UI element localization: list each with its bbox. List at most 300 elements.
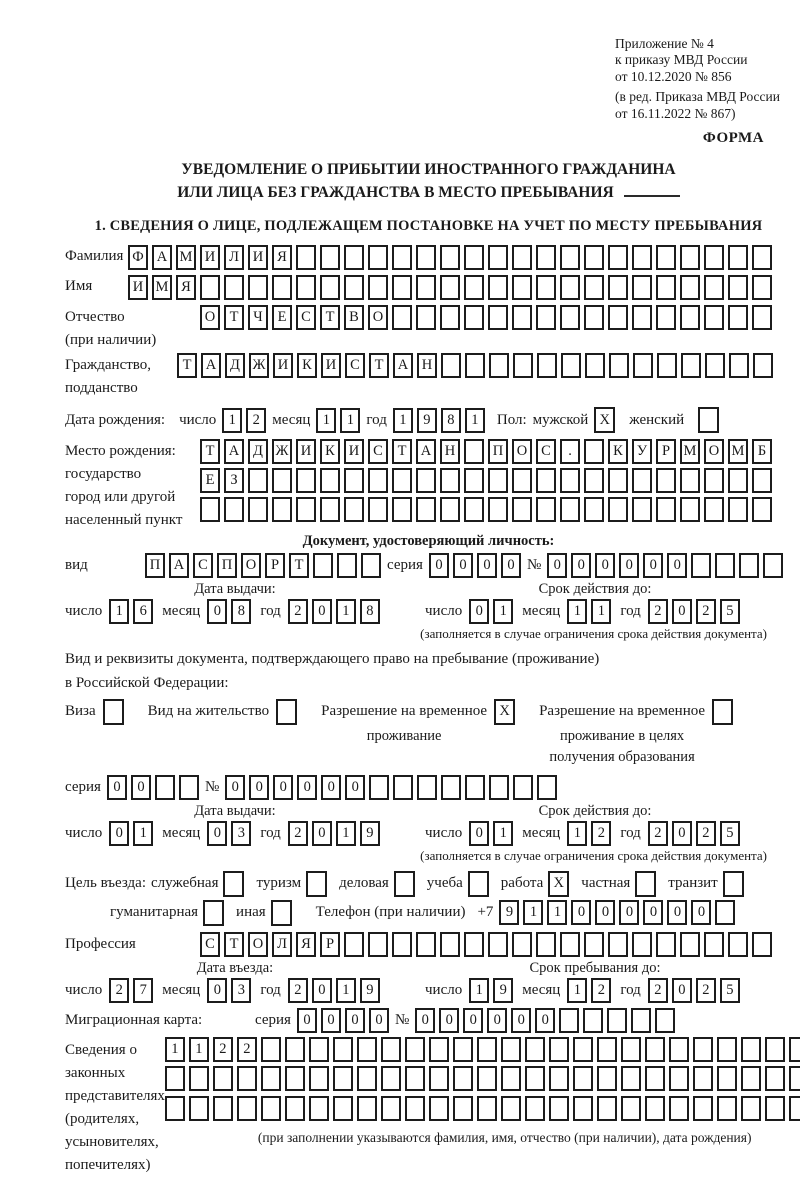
- char-cell[interactable]: 2: [591, 821, 611, 846]
- checkbox-temp-residence-education[interactable]: [712, 699, 733, 725]
- char-cell[interactable]: Я: [272, 245, 292, 270]
- char-cell[interactable]: [309, 1066, 329, 1091]
- char-cell[interactable]: [728, 275, 748, 300]
- char-cell[interactable]: [560, 275, 580, 300]
- char-cell[interactable]: 0: [643, 900, 663, 925]
- char-cell[interactable]: [608, 932, 628, 957]
- char-cell[interactable]: 1: [222, 408, 242, 433]
- char-cell[interactable]: Н: [440, 439, 460, 464]
- char-cell[interactable]: [537, 353, 557, 378]
- char-cell[interactable]: 0: [672, 821, 692, 846]
- char-cell[interactable]: М: [176, 245, 196, 270]
- char-cell[interactable]: [765, 1066, 785, 1091]
- char-cell[interactable]: [536, 932, 556, 957]
- char-cell[interactable]: 2: [288, 978, 308, 1003]
- char-cell[interactable]: [656, 245, 676, 270]
- char-cell[interactable]: [320, 275, 340, 300]
- char-cell[interactable]: 2: [648, 599, 668, 624]
- checkbox-turizm[interactable]: [306, 871, 327, 897]
- checkbox-delovaya[interactable]: [394, 871, 415, 897]
- char-cell[interactable]: [512, 497, 532, 522]
- char-cell[interactable]: [392, 245, 412, 270]
- char-cell[interactable]: 0: [321, 775, 341, 800]
- char-cell[interactable]: [464, 305, 484, 330]
- char-cell[interactable]: [789, 1066, 800, 1091]
- char-cell[interactable]: [704, 468, 724, 493]
- char-cell[interactable]: 2: [237, 1037, 257, 1062]
- char-cell[interactable]: [381, 1037, 401, 1062]
- char-cell[interactable]: А: [152, 245, 172, 270]
- char-cell[interactable]: Т: [369, 353, 389, 378]
- char-cell[interactable]: [681, 353, 701, 378]
- checkbox-rabota[interactable]: X: [548, 871, 569, 897]
- char-cell[interactable]: [512, 245, 532, 270]
- char-cell[interactable]: [729, 353, 749, 378]
- char-cell[interactable]: М: [728, 439, 748, 464]
- char-cell[interactable]: 1: [189, 1037, 209, 1062]
- char-cell[interactable]: [765, 1037, 785, 1062]
- char-cell[interactable]: 0: [312, 978, 332, 1003]
- char-cell[interactable]: [656, 468, 676, 493]
- char-cell[interactable]: [741, 1037, 761, 1062]
- char-cell[interactable]: 0: [273, 775, 293, 800]
- char-cell[interactable]: [488, 468, 508, 493]
- char-cell[interactable]: [489, 353, 509, 378]
- char-cell[interactable]: Ч: [248, 305, 268, 330]
- char-cell[interactable]: 2: [288, 821, 308, 846]
- char-cell[interactable]: [560, 497, 580, 522]
- char-cell[interactable]: [705, 353, 725, 378]
- char-cell[interactable]: 0: [469, 821, 489, 846]
- char-cell[interactable]: [488, 305, 508, 330]
- char-cell[interactable]: 0: [345, 775, 365, 800]
- char-cell[interactable]: 8: [360, 599, 380, 624]
- char-cell[interactable]: [405, 1096, 425, 1121]
- char-cell[interactable]: [680, 932, 700, 957]
- char-cell[interactable]: 1: [109, 599, 129, 624]
- char-cell[interactable]: [584, 932, 604, 957]
- char-cell[interactable]: Р: [656, 439, 676, 464]
- char-cell[interactable]: Д: [248, 439, 268, 464]
- char-cell[interactable]: 1: [465, 408, 485, 433]
- checkbox-female[interactable]: [698, 407, 719, 433]
- char-cell[interactable]: [333, 1096, 353, 1121]
- char-cell[interactable]: 1: [567, 599, 587, 624]
- char-cell[interactable]: Я: [176, 275, 196, 300]
- char-cell[interactable]: 1: [547, 900, 567, 925]
- char-cell[interactable]: [248, 497, 268, 522]
- char-cell[interactable]: 1: [336, 821, 356, 846]
- char-cell[interactable]: [296, 275, 316, 300]
- char-cell[interactable]: [285, 1037, 305, 1062]
- char-cell[interactable]: [237, 1066, 257, 1091]
- char-cell[interactable]: [704, 275, 724, 300]
- char-cell[interactable]: 1: [567, 978, 587, 1003]
- char-cell[interactable]: 1: [393, 408, 413, 433]
- char-cell[interactable]: [313, 553, 333, 578]
- char-cell[interactable]: [416, 275, 436, 300]
- char-cell[interactable]: [560, 468, 580, 493]
- char-cell[interactable]: 0: [345, 1008, 365, 1033]
- char-cell[interactable]: [453, 1096, 473, 1121]
- char-cell[interactable]: [632, 275, 652, 300]
- char-cell[interactable]: [752, 275, 772, 300]
- char-cell[interactable]: [320, 245, 340, 270]
- char-cell[interactable]: [715, 553, 735, 578]
- char-cell[interactable]: [560, 245, 580, 270]
- char-cell[interactable]: 8: [231, 599, 251, 624]
- char-cell[interactable]: 0: [297, 775, 317, 800]
- char-cell[interactable]: [392, 468, 412, 493]
- char-cell[interactable]: Р: [320, 932, 340, 957]
- char-cell[interactable]: [525, 1066, 545, 1091]
- char-cell[interactable]: [165, 1066, 185, 1091]
- char-cell[interactable]: [752, 932, 772, 957]
- char-cell[interactable]: [248, 275, 268, 300]
- char-cell[interactable]: [536, 275, 556, 300]
- char-cell[interactable]: [549, 1066, 569, 1091]
- char-cell[interactable]: [728, 305, 748, 330]
- char-cell[interactable]: [344, 245, 364, 270]
- char-cell[interactable]: [753, 353, 773, 378]
- char-cell[interactable]: [416, 497, 436, 522]
- char-cell[interactable]: Т: [224, 305, 244, 330]
- char-cell[interactable]: 0: [453, 553, 473, 578]
- char-cell[interactable]: [704, 932, 724, 957]
- char-cell[interactable]: 0: [312, 821, 332, 846]
- char-cell[interactable]: 1: [340, 408, 360, 433]
- char-cell[interactable]: С: [345, 353, 365, 378]
- char-cell[interactable]: 0: [691, 900, 711, 925]
- char-cell[interactable]: [465, 353, 485, 378]
- char-cell[interactable]: [704, 245, 724, 270]
- char-cell[interactable]: [296, 497, 316, 522]
- char-cell[interactable]: [693, 1037, 713, 1062]
- char-cell[interactable]: И: [273, 353, 293, 378]
- char-cell[interactable]: [573, 1037, 593, 1062]
- char-cell[interactable]: К: [297, 353, 317, 378]
- char-cell[interactable]: [583, 1008, 603, 1033]
- char-cell[interactable]: [368, 245, 388, 270]
- char-cell[interactable]: [608, 497, 628, 522]
- char-cell[interactable]: Б: [752, 439, 772, 464]
- char-cell[interactable]: И: [321, 353, 341, 378]
- char-cell[interactable]: [357, 1066, 377, 1091]
- char-cell[interactable]: [717, 1096, 737, 1121]
- char-cell[interactable]: [752, 305, 772, 330]
- char-cell[interactable]: 6: [133, 599, 153, 624]
- char-cell[interactable]: [693, 1066, 713, 1091]
- char-cell[interactable]: [632, 497, 652, 522]
- char-cell[interactable]: 0: [107, 775, 127, 800]
- char-cell[interactable]: 0: [619, 553, 639, 578]
- char-cell[interactable]: [789, 1037, 800, 1062]
- char-cell[interactable]: [752, 468, 772, 493]
- char-cell[interactable]: С: [296, 305, 316, 330]
- char-cell[interactable]: [607, 1008, 627, 1033]
- char-cell[interactable]: [441, 353, 461, 378]
- char-cell[interactable]: [392, 305, 412, 330]
- char-cell[interactable]: [440, 275, 460, 300]
- char-cell[interactable]: 0: [619, 900, 639, 925]
- char-cell[interactable]: [584, 439, 604, 464]
- char-cell[interactable]: [416, 932, 436, 957]
- char-cell[interactable]: [621, 1096, 641, 1121]
- char-cell[interactable]: [704, 305, 724, 330]
- char-cell[interactable]: [392, 497, 412, 522]
- char-cell[interactable]: [189, 1066, 209, 1091]
- char-cell[interactable]: [337, 553, 357, 578]
- char-cell[interactable]: 0: [667, 553, 687, 578]
- char-cell[interactable]: 1: [165, 1037, 185, 1062]
- char-cell[interactable]: [224, 497, 244, 522]
- char-cell[interactable]: И: [128, 275, 148, 300]
- char-cell[interactable]: А: [201, 353, 221, 378]
- char-cell[interactable]: [656, 497, 676, 522]
- char-cell[interactable]: Т: [177, 353, 197, 378]
- char-cell[interactable]: 0: [643, 553, 663, 578]
- char-cell[interactable]: [477, 1037, 497, 1062]
- char-cell[interactable]: [392, 275, 412, 300]
- char-cell[interactable]: [536, 305, 556, 330]
- checkbox-sluzhebnaya[interactable]: [223, 871, 244, 897]
- char-cell[interactable]: 2: [591, 978, 611, 1003]
- char-cell[interactable]: 1: [591, 599, 611, 624]
- char-cell[interactable]: С: [536, 439, 556, 464]
- char-cell[interactable]: [669, 1096, 689, 1121]
- char-cell[interactable]: 1: [336, 599, 356, 624]
- char-cell[interactable]: [717, 1037, 737, 1062]
- char-cell[interactable]: [357, 1037, 377, 1062]
- char-cell[interactable]: 3: [231, 821, 251, 846]
- char-cell[interactable]: 0: [109, 821, 129, 846]
- char-cell[interactable]: 7: [133, 978, 153, 1003]
- char-cell[interactable]: С: [193, 553, 213, 578]
- char-cell[interactable]: [440, 932, 460, 957]
- checkbox-visa[interactable]: [103, 699, 124, 725]
- char-cell[interactable]: [488, 275, 508, 300]
- char-cell[interactable]: М: [680, 439, 700, 464]
- char-cell[interactable]: И: [200, 245, 220, 270]
- char-cell[interactable]: [440, 305, 460, 330]
- char-cell[interactable]: Л: [224, 245, 244, 270]
- char-cell[interactable]: [344, 275, 364, 300]
- char-cell[interactable]: 0: [595, 900, 615, 925]
- char-cell[interactable]: [789, 1096, 800, 1121]
- char-cell[interactable]: 0: [439, 1008, 459, 1033]
- char-cell[interactable]: [285, 1066, 305, 1091]
- char-cell[interactable]: [656, 305, 676, 330]
- char-cell[interactable]: [669, 1037, 689, 1062]
- char-cell[interactable]: 0: [429, 553, 449, 578]
- char-cell[interactable]: Я: [296, 932, 316, 957]
- char-cell[interactable]: [752, 497, 772, 522]
- char-cell[interactable]: [741, 1066, 761, 1091]
- char-cell[interactable]: [549, 1037, 569, 1062]
- char-cell[interactable]: Т: [200, 439, 220, 464]
- char-cell[interactable]: [357, 1096, 377, 1121]
- char-cell[interactable]: [715, 900, 735, 925]
- char-cell[interactable]: [752, 245, 772, 270]
- char-cell[interactable]: [464, 497, 484, 522]
- char-cell[interactable]: [513, 775, 533, 800]
- checkbox-ucheba[interactable]: [468, 871, 489, 897]
- char-cell[interactable]: [393, 775, 413, 800]
- char-cell[interactable]: 5: [720, 978, 740, 1003]
- char-cell[interactable]: К: [608, 439, 628, 464]
- char-cell[interactable]: [392, 932, 412, 957]
- char-cell[interactable]: [631, 1008, 651, 1033]
- char-cell[interactable]: [488, 932, 508, 957]
- char-cell[interactable]: [584, 245, 604, 270]
- char-cell[interactable]: [416, 305, 436, 330]
- char-cell[interactable]: П: [145, 553, 165, 578]
- char-cell[interactable]: [597, 1066, 617, 1091]
- char-cell[interactable]: М: [152, 275, 172, 300]
- char-cell[interactable]: [536, 468, 556, 493]
- char-cell[interactable]: [296, 468, 316, 493]
- char-cell[interactable]: [440, 468, 460, 493]
- char-cell[interactable]: [632, 932, 652, 957]
- char-cell[interactable]: [237, 1096, 257, 1121]
- char-cell[interactable]: [549, 1096, 569, 1121]
- char-cell[interactable]: Е: [200, 468, 220, 493]
- char-cell[interactable]: 0: [469, 599, 489, 624]
- char-cell[interactable]: 0: [595, 553, 615, 578]
- char-cell[interactable]: [645, 1066, 665, 1091]
- char-cell[interactable]: [189, 1096, 209, 1121]
- char-cell[interactable]: О: [200, 305, 220, 330]
- char-cell[interactable]: 3: [231, 978, 251, 1003]
- char-cell[interactable]: Д: [225, 353, 245, 378]
- char-cell[interactable]: [657, 353, 677, 378]
- char-cell[interactable]: [680, 497, 700, 522]
- char-cell[interactable]: А: [224, 439, 244, 464]
- char-cell[interactable]: З: [224, 468, 244, 493]
- char-cell[interactable]: [512, 932, 532, 957]
- char-cell[interactable]: [680, 245, 700, 270]
- char-cell[interactable]: [501, 1066, 521, 1091]
- char-cell[interactable]: [405, 1066, 425, 1091]
- char-cell[interactable]: [704, 497, 724, 522]
- char-cell[interactable]: [429, 1096, 449, 1121]
- char-cell[interactable]: [632, 245, 652, 270]
- char-cell[interactable]: 1: [133, 821, 153, 846]
- char-cell[interactable]: [584, 305, 604, 330]
- char-cell[interactable]: О: [704, 439, 724, 464]
- char-cell[interactable]: [501, 1037, 521, 1062]
- char-cell[interactable]: О: [248, 932, 268, 957]
- char-cell[interactable]: К: [320, 439, 340, 464]
- char-cell[interactable]: [584, 275, 604, 300]
- char-cell[interactable]: [609, 353, 629, 378]
- char-cell[interactable]: [465, 775, 485, 800]
- char-cell[interactable]: [669, 1066, 689, 1091]
- char-cell[interactable]: 9: [417, 408, 437, 433]
- char-cell[interactable]: В: [344, 305, 364, 330]
- char-cell[interactable]: [261, 1096, 281, 1121]
- char-cell[interactable]: 2: [648, 821, 668, 846]
- checkbox-chastnaya[interactable]: [635, 871, 656, 897]
- char-cell[interactable]: [213, 1066, 233, 1091]
- char-cell[interactable]: 0: [415, 1008, 435, 1033]
- char-cell[interactable]: 0: [321, 1008, 341, 1033]
- char-cell[interactable]: [272, 497, 292, 522]
- char-cell[interactable]: [655, 1008, 675, 1033]
- checkbox-tranzit[interactable]: [723, 871, 744, 897]
- char-cell[interactable]: Ф: [128, 245, 148, 270]
- char-cell[interactable]: 1: [316, 408, 336, 433]
- char-cell[interactable]: 2: [213, 1037, 233, 1062]
- char-cell[interactable]: 0: [207, 599, 227, 624]
- checkbox-inaya[interactable]: [271, 900, 292, 926]
- char-cell[interactable]: 0: [547, 553, 567, 578]
- char-cell[interactable]: [155, 775, 175, 800]
- char-cell[interactable]: 0: [297, 1008, 317, 1033]
- char-cell[interactable]: [608, 275, 628, 300]
- char-cell[interactable]: А: [393, 353, 413, 378]
- char-cell[interactable]: 1: [469, 978, 489, 1003]
- char-cell[interactable]: [691, 553, 711, 578]
- char-cell[interactable]: [285, 1096, 305, 1121]
- char-cell[interactable]: [525, 1037, 545, 1062]
- char-cell[interactable]: А: [416, 439, 436, 464]
- char-cell[interactable]: 1: [493, 599, 513, 624]
- char-cell[interactable]: [621, 1037, 641, 1062]
- char-cell[interactable]: 0: [501, 553, 521, 578]
- char-cell[interactable]: [585, 353, 605, 378]
- char-cell[interactable]: [512, 468, 532, 493]
- char-cell[interactable]: Т: [289, 553, 309, 578]
- char-cell[interactable]: [261, 1066, 281, 1091]
- char-cell[interactable]: 9: [499, 900, 519, 925]
- char-cell[interactable]: Ж: [249, 353, 269, 378]
- char-cell[interactable]: 0: [225, 775, 245, 800]
- char-cell[interactable]: [261, 1037, 281, 1062]
- char-cell[interactable]: [584, 468, 604, 493]
- char-cell[interactable]: У: [632, 439, 652, 464]
- char-cell[interactable]: [656, 275, 676, 300]
- char-cell[interactable]: 9: [360, 821, 380, 846]
- char-cell[interactable]: [597, 1096, 617, 1121]
- char-cell[interactable]: [440, 245, 460, 270]
- char-cell[interactable]: [608, 468, 628, 493]
- char-cell[interactable]: [560, 305, 580, 330]
- char-cell[interactable]: 0: [207, 978, 227, 1003]
- char-cell[interactable]: [200, 275, 220, 300]
- char-cell[interactable]: [344, 497, 364, 522]
- char-cell[interactable]: 1: [567, 821, 587, 846]
- char-cell[interactable]: 0: [511, 1008, 531, 1033]
- char-cell[interactable]: 2: [109, 978, 129, 1003]
- char-cell[interactable]: [453, 1037, 473, 1062]
- char-cell[interactable]: [368, 275, 388, 300]
- char-cell[interactable]: [645, 1096, 665, 1121]
- char-cell[interactable]: С: [200, 932, 220, 957]
- char-cell[interactable]: Р: [265, 553, 285, 578]
- char-cell[interactable]: [693, 1096, 713, 1121]
- char-cell[interactable]: [368, 468, 388, 493]
- char-cell[interactable]: [501, 1096, 521, 1121]
- char-cell[interactable]: [477, 1066, 497, 1091]
- char-cell[interactable]: [200, 497, 220, 522]
- char-cell[interactable]: [536, 245, 556, 270]
- char-cell[interactable]: [512, 305, 532, 330]
- char-cell[interactable]: [333, 1066, 353, 1091]
- char-cell[interactable]: [416, 468, 436, 493]
- char-cell[interactable]: П: [488, 439, 508, 464]
- char-cell[interactable]: [741, 1096, 761, 1121]
